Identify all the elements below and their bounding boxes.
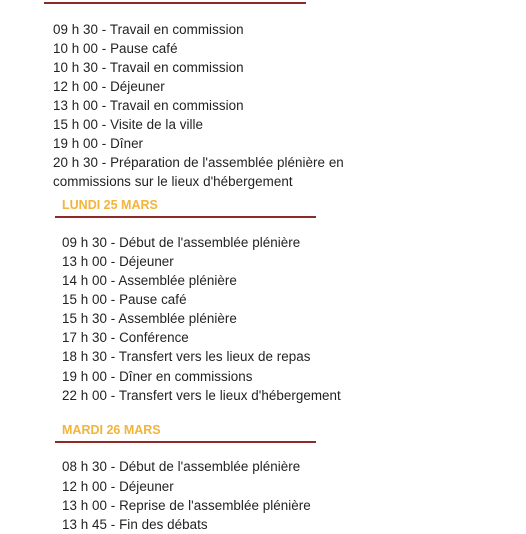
schedule-item: 22 h 00 - Transfert vers le lieux d'hébergement	[62, 388, 341, 403]
schedule-item: commissions sur le lieux d'hébergement	[53, 174, 293, 189]
schedule-item: 13 h 00 - Reprise de l'assemblée plénière	[62, 498, 311, 513]
schedule-item: 20 h 30 - Préparation de l'assemblée plénière en	[53, 155, 344, 170]
day-heading-mardi: MARDI 26 MARS	[62, 423, 161, 437]
day-divider-mardi	[55, 441, 316, 443]
schedule-item: 17 h 30 - Conférence	[62, 330, 189, 345]
schedule-item: 15 h 00 - Visite de la ville	[53, 117, 204, 132]
schedule-item: 08 h 30 - Début de l'assemblée plénière	[62, 459, 301, 474]
top-divider	[44, 2, 306, 4]
schedule-item: 12 h 00 - Déjeuner	[62, 479, 174, 494]
schedule-item: 10 h 30 - Travail en commission	[53, 60, 244, 75]
schedule-item: 12 h 00 - Déjeuner	[53, 79, 165, 94]
schedule-item: 09 h 30 - Début de l'assemblée plénière	[62, 235, 301, 250]
schedule-item: 13 h 45 - Fin des débats	[62, 517, 208, 532]
schedule-item: 09 h 30 - Travail en commission	[53, 22, 244, 37]
schedule-item: 13 h 00 - Travail en commission	[53, 98, 244, 113]
schedule-item: 10 h 00 - Pause café	[53, 41, 178, 56]
schedule-item: 19 h 00 - Dîner en commissions	[62, 369, 253, 384]
day-divider-lundi	[55, 216, 316, 218]
day-heading-lundi: LUNDI 25 MARS	[62, 198, 158, 212]
schedule-item: 13 h 00 - Déjeuner	[62, 254, 174, 269]
schedule-item: 14 h 00 - Assemblée plénière	[62, 273, 237, 288]
schedule-item: 15 h 00 - Pause café	[62, 292, 187, 307]
schedule-item: 18 h 30 - Transfert vers les lieux de repas	[62, 349, 311, 364]
schedule-item: 19 h 00 - Dîner	[53, 136, 144, 151]
schedule-item: 15 h 30 - Assemblée plénière	[62, 311, 237, 326]
